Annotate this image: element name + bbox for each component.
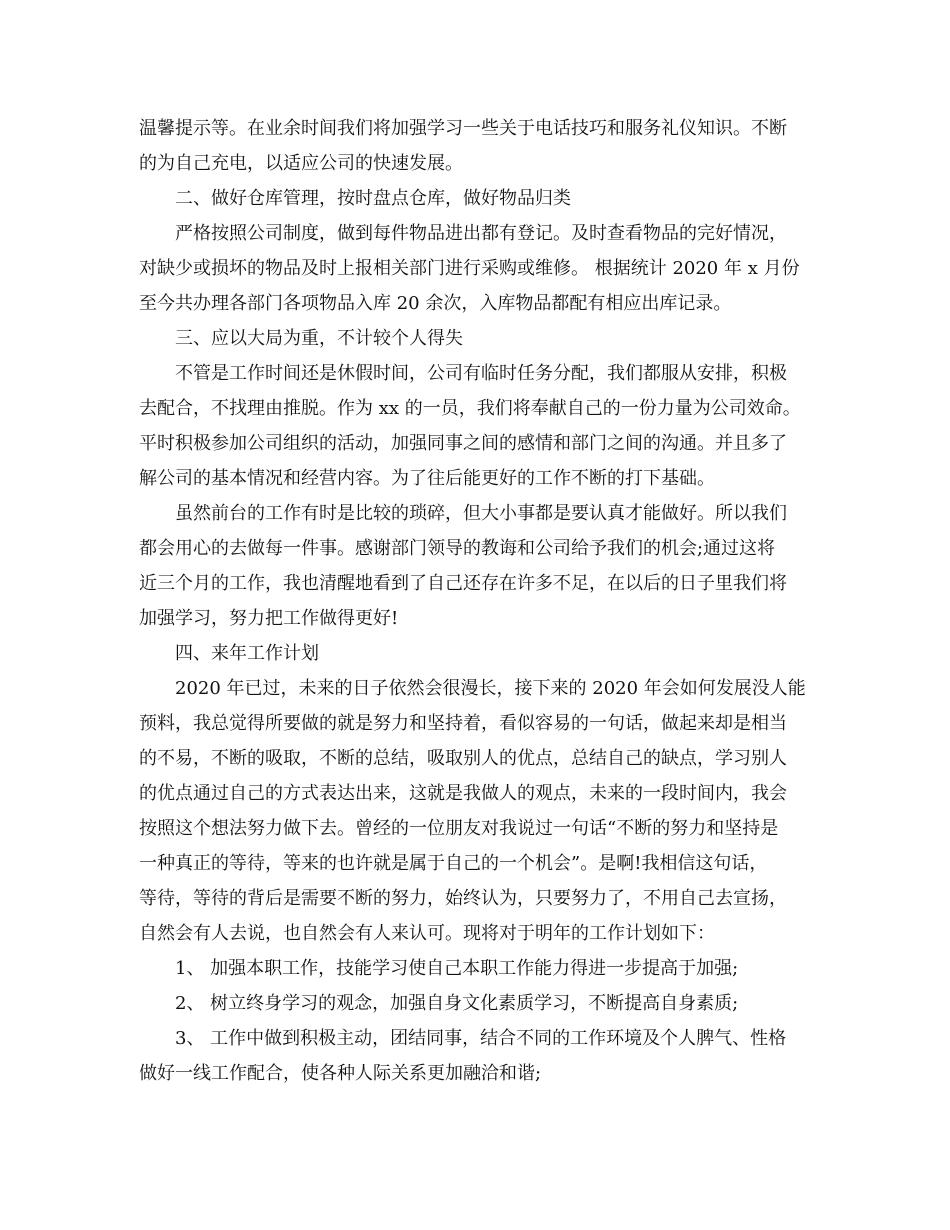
body-line: 的为自己充电，以适应公司的快速发展。 bbox=[139, 153, 463, 174]
section-heading: 四、来年工作计划 bbox=[175, 643, 319, 664]
body-line: 一种真正的等待，等来的也许就是属于自己的一个机会”。是啊!我相信这句话， bbox=[139, 853, 768, 874]
section-heading: 二、做好仓库管理，按时盘点仓库，做好物品归类 bbox=[175, 188, 571, 209]
body-line: 的优点通过自己的方式表达出来，这就是我做人的观点，未来的一段时间内，我会 bbox=[139, 783, 787, 804]
body-line: 预料，我总觉得所要做的就是努力和坚持着，看似容易的一句话，做起来却是相当 bbox=[139, 713, 787, 734]
section-heading: 三、应以大局为重，不计较个人得失 bbox=[175, 328, 463, 349]
body-line: 解公司的基本情况和经营内容。为了往后能更好的工作不断的打下基础。 bbox=[139, 468, 715, 489]
body-line: 的不易，不断的吸取，不断的总结，吸取别人的优点，总结自己的缺点，学习别人 bbox=[139, 748, 787, 769]
body-line: 虽然前台的工作有时是比较的琐碎，但大小事都是要认真才能做好。所以我们 bbox=[175, 503, 787, 524]
body-line: 温馨提示等。在业余时间我们将加强学习一些关于电话技巧和服务礼仪知识。不断 bbox=[139, 118, 787, 139]
plan-item: 1、 加强本职工作，技能学习使自己本职工作能力得进一步提高于加强; bbox=[175, 958, 739, 979]
body-line: 都会用心的去做每一件事。感谢部门领导的教诲和公司给予我们的机会;通过这将 bbox=[139, 538, 776, 559]
body-line: 不管是工作时间还是休假时间，公司有临时任务分配，我们都服从安排，积极 bbox=[175, 363, 787, 384]
body-line: 严格按照公司制度，做到每件物品进出都有登记。及时查看物品的完好情况， bbox=[175, 223, 787, 244]
body-line: 加强学习，努力把工作做得更好! bbox=[139, 608, 399, 629]
body-line: 近三个月的工作，我也清醒地看到了自己还存在许多不足，在以后的日子里我们将 bbox=[139, 573, 787, 594]
body-line: 2020 年已过，未来的日子依然会很漫长，接下来的 2020 年会如何发展没人能 bbox=[175, 678, 806, 699]
body-line: 去配合，不找理由推脱。作为 xx 的一员，我们将奉献自己的一份力量为公司效命。 bbox=[139, 398, 801, 419]
body-line: 自然会有人去说，也自然会有人来认可。现将对于明年的工作计划如下： bbox=[139, 923, 715, 944]
body-line: 对缺少或损坏的物品及时上报相关部门进行采购或维修。 根据统计 2020 年 x 月份 bbox=[139, 258, 800, 279]
body-line: 至今共办理各部门各项物品入库 20 余次，入库物品都配有相应出库记录。 bbox=[139, 293, 732, 314]
plan-item: 2、 树立终身学习的观念，加强自身文化素质学习，不断提高自身素质; bbox=[175, 993, 739, 1014]
body-line: 等待，等待的背后是需要不断的努力，始终认为，只要努力了，不用自己去宣扬， bbox=[139, 888, 787, 909]
body-line: 做好一线工作配合，使各种人际关系更加融洽和谐; bbox=[139, 1063, 542, 1084]
body-line: 平时积极参加公司组织的活动，加强同事之间的感情和部门之间的沟通。并且多了 bbox=[139, 433, 787, 454]
body-line: 按照这个想法努力做下去。曾经的一位朋友对我说过一句话“不断的努力和坚持是 bbox=[139, 818, 779, 839]
plan-item: 3、 工作中做到积极主动，团结同事，结合不同的工作环境及个人脾气、性格 bbox=[175, 1028, 787, 1049]
